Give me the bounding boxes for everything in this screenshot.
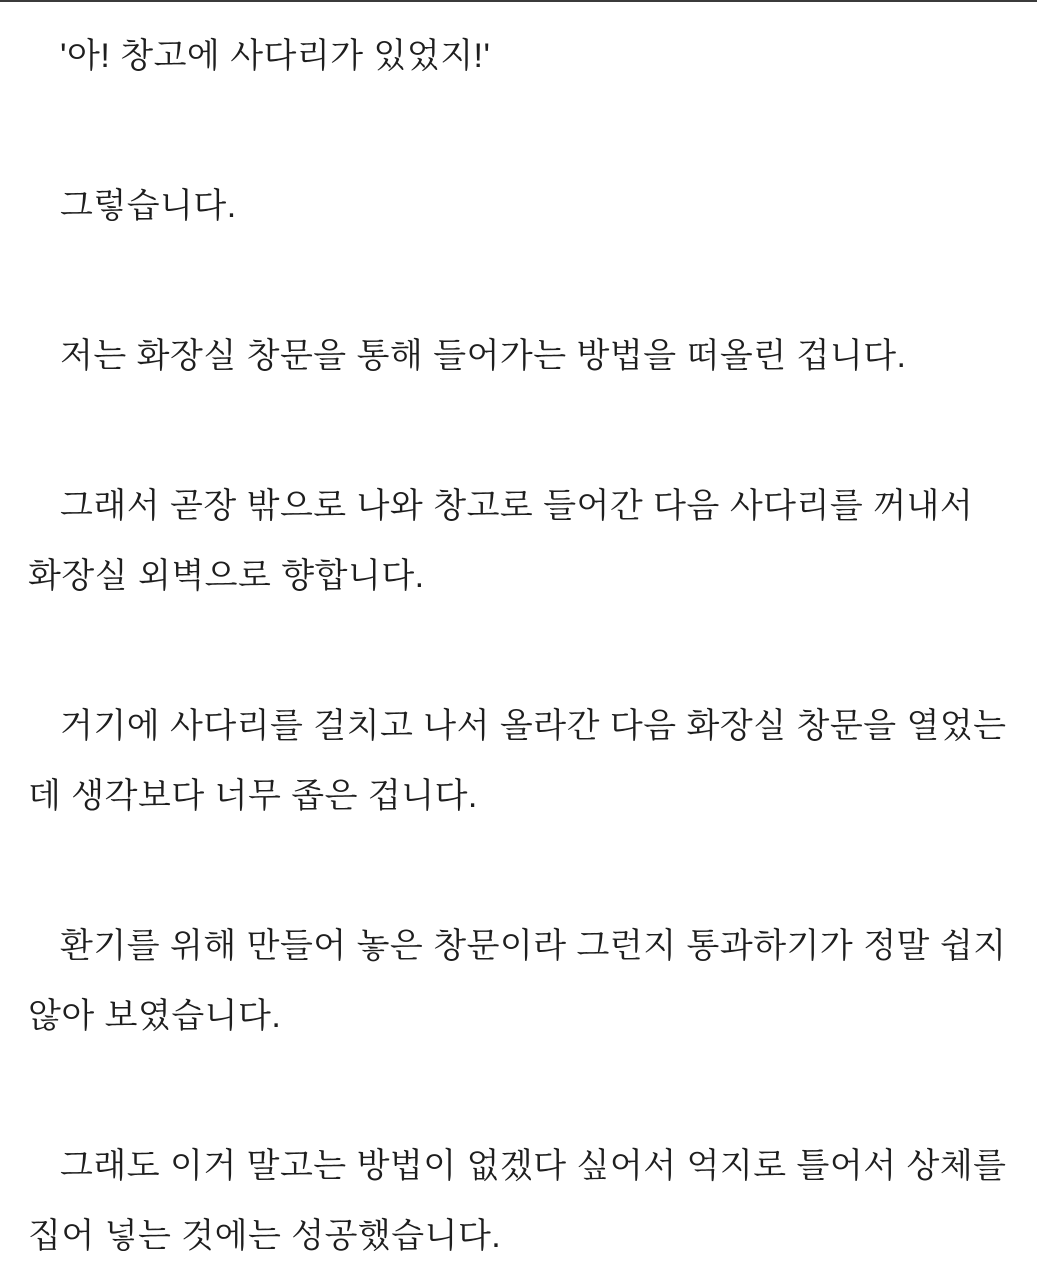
paragraph: 저는 화장실 창문을 통해 들어가는 방법을 떠올린 겁니다.: [60, 337, 907, 375]
paragraph: 그래도 이거 말고는 방법이 없겠다 싶어서 억지로 틀어서 상체를 집어 넣는 것에는 성공했습니다.: [28, 1147, 1007, 1255]
paragraph: 거기에 사다리를 걸치고 나서 올라간 다음 화장실 창문을 열었는데 생각보다 너무 좁은 겁니다.: [28, 707, 1007, 815]
paragraph: 그렇습니다.: [60, 187, 237, 225]
paragraph: 환기를 위해 만들어 놓은 창문이라 그런지 통과하기가 정말 쉽지 않아 보였습니다.: [28, 927, 1007, 1035]
novel-text-page: [0, 2, 1037, 1280]
paragraph: '아! 창고에 사다리가 있었지!': [60, 37, 491, 75]
paragraph: 그래서 곧장 밖으로 나와 창고로 들어간 다음 사다리를 꺼내서 화장실 외벽으로 향합니다.: [28, 487, 974, 595]
